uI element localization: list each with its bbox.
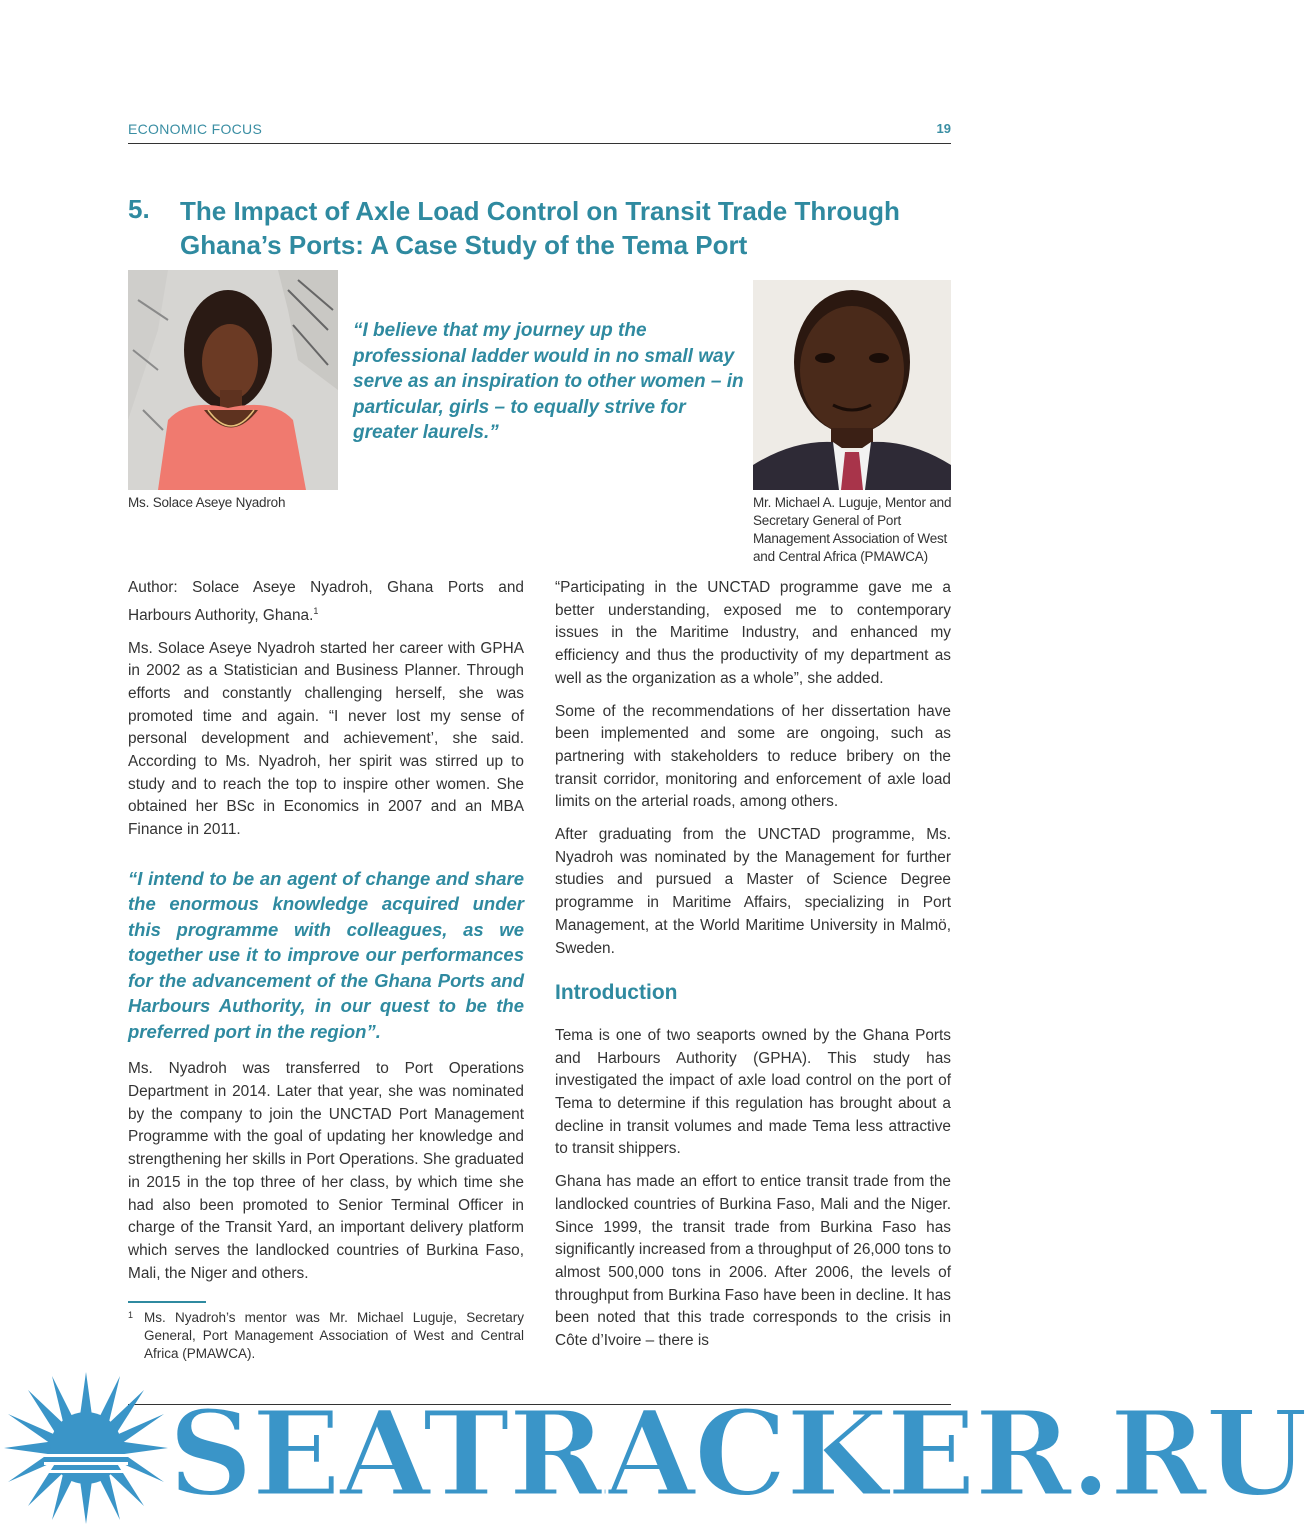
paragraph: Ms. Solace Aseye Nyadroh started her career with GPHA in 2002 as a Statistician and Business Planner. Through efforts and constantly challenging herself, she was promoted time and again. “I never lost my sense of personal development and achievement’, she said. According to Ms. Nyadroh, her spirit was stirred up to study and to reach the top to inspire other women. She obtained her BSc in Economics in 2007 and an MBA Finance in 2011. [128, 639, 524, 839]
pull-quote-top: “I believe that my journey up the professional ladder would in no small way serve as an inspiration to other women – in particular, girls – to equally strive for greater laurels.” [353, 320, 744, 443]
body-column-left [128, 577, 524, 1295]
page-number: 19 [936, 121, 951, 136]
watermark-sun-icon [0, 1368, 172, 1528]
watermark-text: SEATRACKER.RU [168, 1384, 1306, 1523]
body-column-right [555, 577, 951, 1363]
footnote-mark: 1 [128, 1310, 134, 1320]
paragraph: Tema is one of two seaports owned by the Ghana Ports and Harbours Authority (GPHA). This study has investigated the impact of axle load control on the port of Tema to determine if this regulation has brought about a decline in transit volumes and made Tema less attractive to transit shippers. [555, 1026, 951, 1158]
author-text: Author: Solace Aseye Nyadroh, Ghana Ports and Harbours Authority, Ghana. [128, 579, 524, 624]
paragraph: Ghana has made an effort to entice transit trade from the landlocked countries of Burkina Faso, Mali and the Niger. Since 1999, the transit trade from Burkina Faso has significantly increased from a throughput of 26,000 tons to almost 500,000 tons in 2006. After 2006, the levels of throughput from Burkina Faso have been in decline. It has been noted that this trade corresponds to the crisis in Côte d’Ivoire – there is [555, 1173, 951, 1350]
photo-michael-luguje [753, 280, 951, 490]
photo-caption-right: Mr. Michael A. Luguje, Mentor and Secretary General of Port Management Association of West and Central Africa (PMAWCA) [753, 495, 952, 564]
author-line [128, 577, 524, 628]
footnote-reference: 1 [313, 605, 319, 616]
header-rule [128, 143, 951, 144]
running-header-section: ECONOMIC FOCUS [128, 121, 263, 137]
photo-solace-nyadroh [128, 270, 338, 490]
paragraph: “Participating in the UNCTAD programme gave me a better understanding, exposed me to contemporary issues in the Maritime Industry, and enhanced my efficiency and thus the productivity of my department as well as the organization as a whole”, she added. [555, 579, 951, 687]
article-title: The Impact of Axle Load Control on Transit Trade Through Ghana’s Ports: A Case Study of the Tema Port [180, 196, 900, 260]
article-number: 5. [128, 194, 150, 224]
footnote-rule [128, 1301, 206, 1303]
section-heading-introduction: Introduction [555, 981, 678, 1005]
photo-caption-left: Ms. Solace Aseye Nyadroh [128, 495, 286, 510]
footnote [128, 1309, 524, 1363]
paragraph: After graduating from the UNCTAD programme, Ms. Nyadroh was nominated by the Management for further studies and pursued a Master of Science Degree programme in Maritime Affairs, specializing in Port Management, at the World Maritime University in Malmö, Sweden. [555, 826, 951, 957]
paragraph: Some of the recommendations of her dissertation have been implemented and some are ongoing, such as partnering with stakeholders to reduce bribery on the transit corridor, monitoring and enforcement of axle load limits on the arterial roads, among others. [555, 702, 951, 811]
paragraph: Ms. Nyadroh was transferred to Port Operations Department in 2014. Later that year, she was nominated by the company to join the UNCTAD Port Management Programme with the goal of updating her knowledge and strengthening her skills in Port Operations. She graduated in 2015 in the top three of her class, by which time she had also been promoted to Senior Terminal Officer in charge of the Transit Yard, an important delivery platform which serves the landlocked countries of Burkina Faso, Mali, the Niger and others. [128, 1060, 524, 1282]
footnote-text: Ms. Nyadroh’s mentor was Mr. Michael Luguje, Secretary General, Port Management Association of West and Central Africa (PMAWCA). [144, 1310, 524, 1361]
pull-quote-left: “I intend to be an agent of change and share the enormous knowledge acquired under this programme with colleagues, as we together use it to improve our performances for the advancement of the Ghana Ports and Harbours Authority, in our quest to be the preferred port in the region”. [128, 867, 524, 1042]
